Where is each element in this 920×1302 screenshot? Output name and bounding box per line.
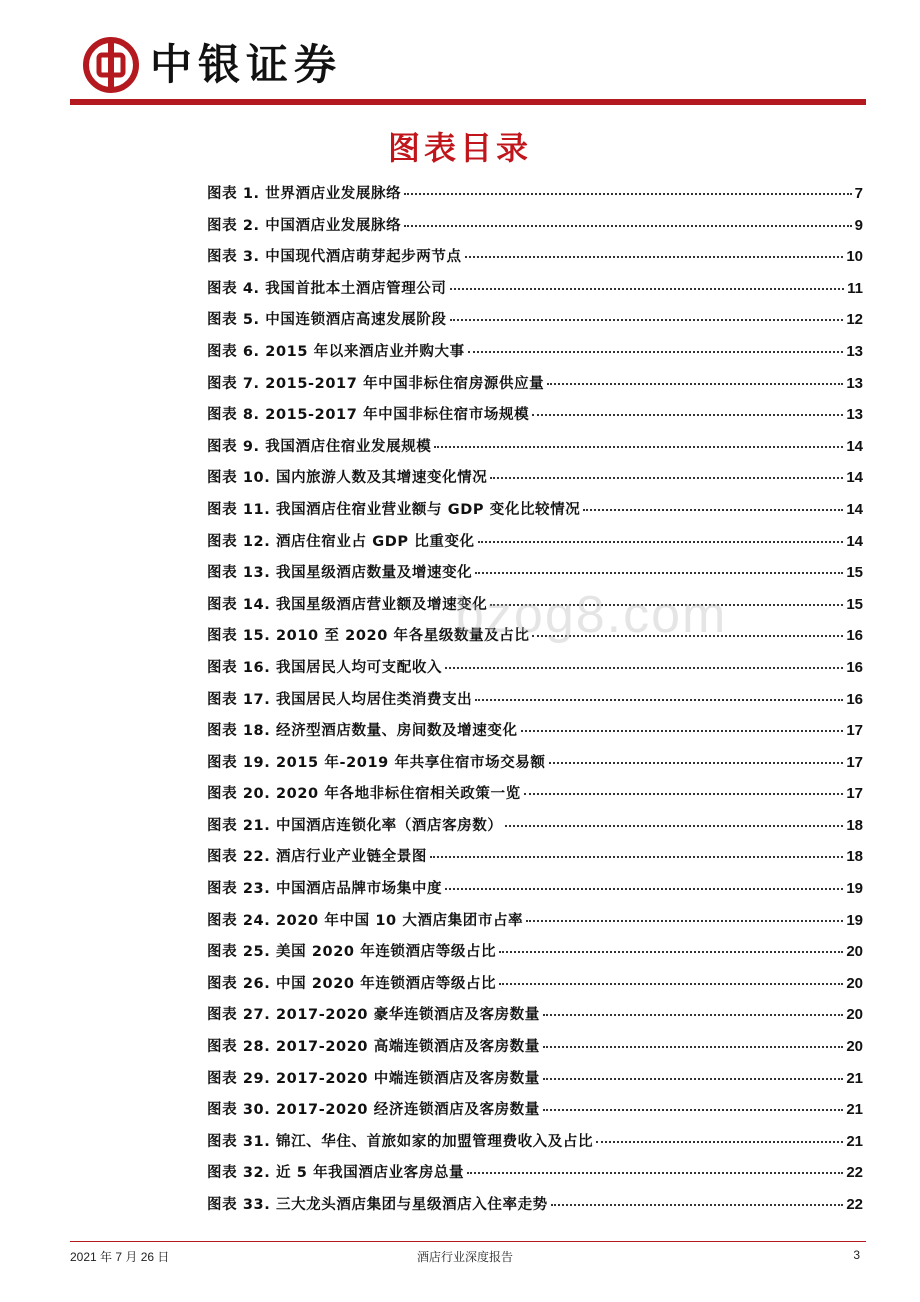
- toc-entry-label: 图表 27. 2017-2020 豪华连锁酒店及客房数量: [207, 1007, 540, 1024]
- toc-entry-label: 图表 32. 近 5 年我国酒店业客房总量: [207, 1165, 465, 1182]
- footer-page-number: 3: [853, 1248, 860, 1262]
- toc-entry[interactable]: [207, 1130, 863, 1162]
- toc-entry-label: 图表 1. 世界酒店业发展脉络: [207, 186, 402, 202]
- page-header: [70, 24, 870, 102]
- watermark: bzog8.com: [455, 586, 728, 644]
- toc-leader-dots: [499, 951, 843, 953]
- toc-entry-label: 图表 17. 我国居民人均居住类消费支出: [207, 691, 473, 708]
- toc-entry-page: 15: [846, 595, 863, 613]
- toc-entry[interactable]: [207, 214, 863, 246]
- toc-leader-dots: [404, 193, 851, 195]
- toc-leader-dots: [445, 667, 843, 669]
- toc-leader-dots: [543, 1078, 843, 1080]
- toc-entry-label: 图表 9. 我国酒店住宿业发展规模: [207, 438, 432, 455]
- toc-entry-page: 13: [846, 374, 863, 392]
- toc-entry-page: 22: [846, 1196, 863, 1213]
- toc-entry-label: 图表 5. 中国连锁酒店高速发展阶段: [207, 312, 447, 329]
- toc-entry[interactable]: [207, 372, 863, 404]
- toc-entry-page: 21: [846, 1132, 863, 1150]
- toc-entry[interactable]: [207, 656, 863, 688]
- toc-entry-page: 20: [846, 1038, 863, 1056]
- toc-leader-dots: [475, 699, 843, 701]
- toc-entry-page: 16: [846, 627, 863, 645]
- toc-entry[interactable]: [207, 1067, 863, 1099]
- toc-title: 图表目录: [387, 129, 532, 167]
- toc-entry[interactable]: [207, 688, 863, 720]
- toc-entry-page: 17: [846, 753, 863, 771]
- toc-leader-dots: [521, 730, 844, 732]
- toc-entry-page: 17: [846, 722, 863, 740]
- toc-entry-page: 17: [846, 785, 863, 803]
- toc-entry[interactable]: [207, 1098, 863, 1130]
- toc-entry-label: 图表 22. 酒店行业产业链全景图: [207, 849, 427, 866]
- toc-entry-label: 图表 21. 中国酒店连锁化率（酒店客房数）: [207, 817, 503, 834]
- footer-date: 2021 年 7 月 26 日: [70, 1250, 170, 1264]
- toc-leader-dots: [478, 541, 844, 543]
- toc-entry-page: 15: [846, 564, 863, 582]
- toc-entry[interactable]: [207, 719, 863, 751]
- toc-leader-dots: [543, 1109, 843, 1111]
- toc-entry-label: 图表 15. 2010 至 2020 年各星级数量及占比: [207, 628, 530, 645]
- toc-leader-dots: [450, 319, 844, 321]
- toc-leader-dots: [524, 793, 844, 795]
- toc-entry-label: 图表 10. 国内旅游人数及其增速变化情况: [207, 470, 488, 487]
- toc-entry[interactable]: [207, 1193, 863, 1225]
- toc-entry[interactable]: [207, 435, 863, 467]
- toc-entry-page: 10: [846, 248, 863, 266]
- toc-entry-page: 13: [846, 406, 863, 424]
- toc-entry-label: 图表 26. 中国 2020 年连锁酒店等级占比: [207, 975, 497, 992]
- toc-entry-label: 图表 7. 2015-2017 年中国非标住宿房源供应量: [207, 375, 545, 392]
- toc-leader-dots: [450, 288, 845, 290]
- toc-entry-label: 图表 16. 我国居民人均可支配收入: [207, 659, 443, 676]
- toc-entry-page: 14: [846, 500, 863, 518]
- toc-entry-page: 19: [846, 880, 863, 898]
- toc-entry-label: 图表 23. 中国酒店品牌市场集中度: [207, 881, 443, 898]
- toc-leader-dots: [543, 1046, 843, 1048]
- toc-entry[interactable]: [207, 403, 863, 435]
- toc-entry-page: 7: [854, 185, 863, 202]
- toc-entry-label: 图表 8. 2015-2017 年中国非标住宿市场规模: [207, 407, 530, 424]
- footer-report-name: 酒店行业深度报告: [416, 1250, 513, 1264]
- toc-leader-dots: [434, 446, 843, 448]
- toc-entry-page: 9: [854, 216, 863, 234]
- toc-leader-dots: [499, 983, 843, 985]
- toc-leader-dots: [532, 414, 843, 416]
- toc-entry-label: 图表 20. 2020 年各地非标住宿相关政策一览: [207, 786, 521, 803]
- toc-entry-label: 图表 19. 2015 年-2019 年共享住宿市场交易额: [207, 754, 546, 771]
- toc-entry[interactable]: [207, 466, 863, 498]
- toc-entry[interactable]: [207, 909, 863, 941]
- toc-entry-label: 图表 31. 锦江、华住、首旅如家的加盟管理费收入及占比: [207, 1133, 594, 1150]
- toc-entry-page: 20: [846, 943, 863, 961]
- toc-entry-label: 图表 3. 中国现代酒店萌芽起步两节点: [207, 249, 462, 266]
- toc-entry-label: 图表 2. 中国酒店业发展脉络: [207, 217, 402, 234]
- toc-entry-page: 14: [846, 469, 863, 487]
- toc-entry-label: 图表 28. 2017-2020 高端连锁酒店及客房数量: [207, 1039, 540, 1056]
- toc-entry[interactable]: [207, 972, 863, 1004]
- toc-leader-dots: [490, 477, 843, 479]
- toc-entry[interactable]: [207, 940, 863, 972]
- toc-leader-dots: [551, 1204, 844, 1206]
- toc-leader-dots: [465, 256, 844, 258]
- toc-entry-page: 13: [846, 342, 863, 360]
- header-divider: [70, 99, 866, 105]
- toc-entry-label: 图表 13. 我国星级酒店数量及增速变化: [207, 565, 473, 582]
- toc-entry-page: 14: [846, 437, 863, 455]
- toc-entry-page: 20: [846, 1006, 863, 1024]
- toc-entry-page: 21: [846, 1069, 863, 1087]
- toc-entry-label: 图表 29. 2017-2020 中端连锁酒店及客房数量: [207, 1070, 540, 1087]
- toc-entry-label: 图表 11. 我国酒店住宿业营业额与 GDP 变化比较情况: [207, 501, 581, 518]
- toc-entry-page: 11: [847, 279, 863, 297]
- toc-leader-dots: [596, 1141, 843, 1143]
- toc-entry-page: 14: [846, 532, 863, 550]
- toc-entry-label: 图表 30. 2017-2020 经济连锁酒店及客房数量: [207, 1102, 540, 1119]
- bank-of-china-logo-icon: [82, 36, 140, 94]
- toc-entry[interactable]: [207, 814, 863, 846]
- toc-entry[interactable]: [207, 308, 863, 340]
- toc-entry-page: 20: [846, 974, 863, 992]
- toc-entry[interactable]: [207, 530, 863, 562]
- toc-entry-label: 图表 6. 2015 年以来酒店业并购大事: [207, 343, 465, 360]
- toc-entry-page: 21: [846, 1101, 863, 1119]
- toc-leader-dots: [467, 1172, 843, 1174]
- toc-leader-dots: [526, 920, 843, 922]
- toc-entry-page: 16: [846, 658, 863, 676]
- toc-entry-page: 18: [846, 848, 863, 866]
- toc-list: [207, 182, 863, 1225]
- toc-entry[interactable]: [207, 498, 863, 530]
- toc-entry-page: 18: [846, 816, 863, 834]
- toc-entry-page: 16: [846, 690, 863, 708]
- toc-leader-dots: [404, 225, 851, 227]
- toc-entry-page: 22: [846, 1164, 863, 1182]
- toc-leader-dots: [445, 888, 843, 890]
- toc-entry-label: 图表 24. 2020 年中国 10 大酒店集团市占率: [207, 912, 524, 929]
- toc-leader-dots: [468, 351, 844, 353]
- page-footer: [70, 1248, 860, 1268]
- toc-leader-dots: [549, 762, 844, 764]
- toc-leader-dots: [547, 383, 843, 385]
- toc-leader-dots: [583, 509, 843, 511]
- toc-entry-page: 19: [846, 911, 863, 929]
- toc-entry[interactable]: [207, 245, 863, 277]
- toc-entry-label: 图表 14. 我国星级酒店营业额及增速变化: [207, 596, 488, 613]
- toc-leader-dots: [430, 856, 843, 858]
- brand-name: 中银证券: [150, 40, 343, 89]
- toc-entry[interactable]: [207, 340, 863, 372]
- toc-entry-label: 图表 4. 我国首批本土酒店管理公司: [207, 280, 447, 297]
- toc-entry-page: 12: [846, 311, 863, 329]
- toc-leader-dots: [505, 825, 843, 827]
- toc-entry[interactable]: [207, 1003, 863, 1035]
- toc-leader-dots: [543, 1014, 843, 1016]
- toc-entry[interactable]: [207, 182, 863, 214]
- toc-entry-label: 图表 25. 美国 2020 年连锁酒店等级占比: [207, 944, 497, 961]
- toc-entry[interactable]: [207, 277, 863, 309]
- toc-entry-label: 图表 12. 酒店住宿业占 GDP 比重变化: [207, 533, 475, 550]
- toc-entry-label: 图表 18. 经济型酒店数量、房间数及增速变化: [207, 723, 518, 740]
- toc-entry-label: 图表 33. 三大龙头酒店集团与星级酒店入住率走势: [207, 1197, 548, 1213]
- toc-entry[interactable]: [207, 1161, 863, 1193]
- toc-entry[interactable]: [207, 1035, 863, 1067]
- toc-entry[interactable]: [207, 782, 863, 814]
- toc-leader-dots: [475, 572, 843, 574]
- toc-entry[interactable]: [207, 751, 863, 783]
- footer-divider: [70, 1241, 866, 1242]
- toc-entry[interactable]: [207, 877, 863, 909]
- toc-entry[interactable]: [207, 845, 863, 877]
